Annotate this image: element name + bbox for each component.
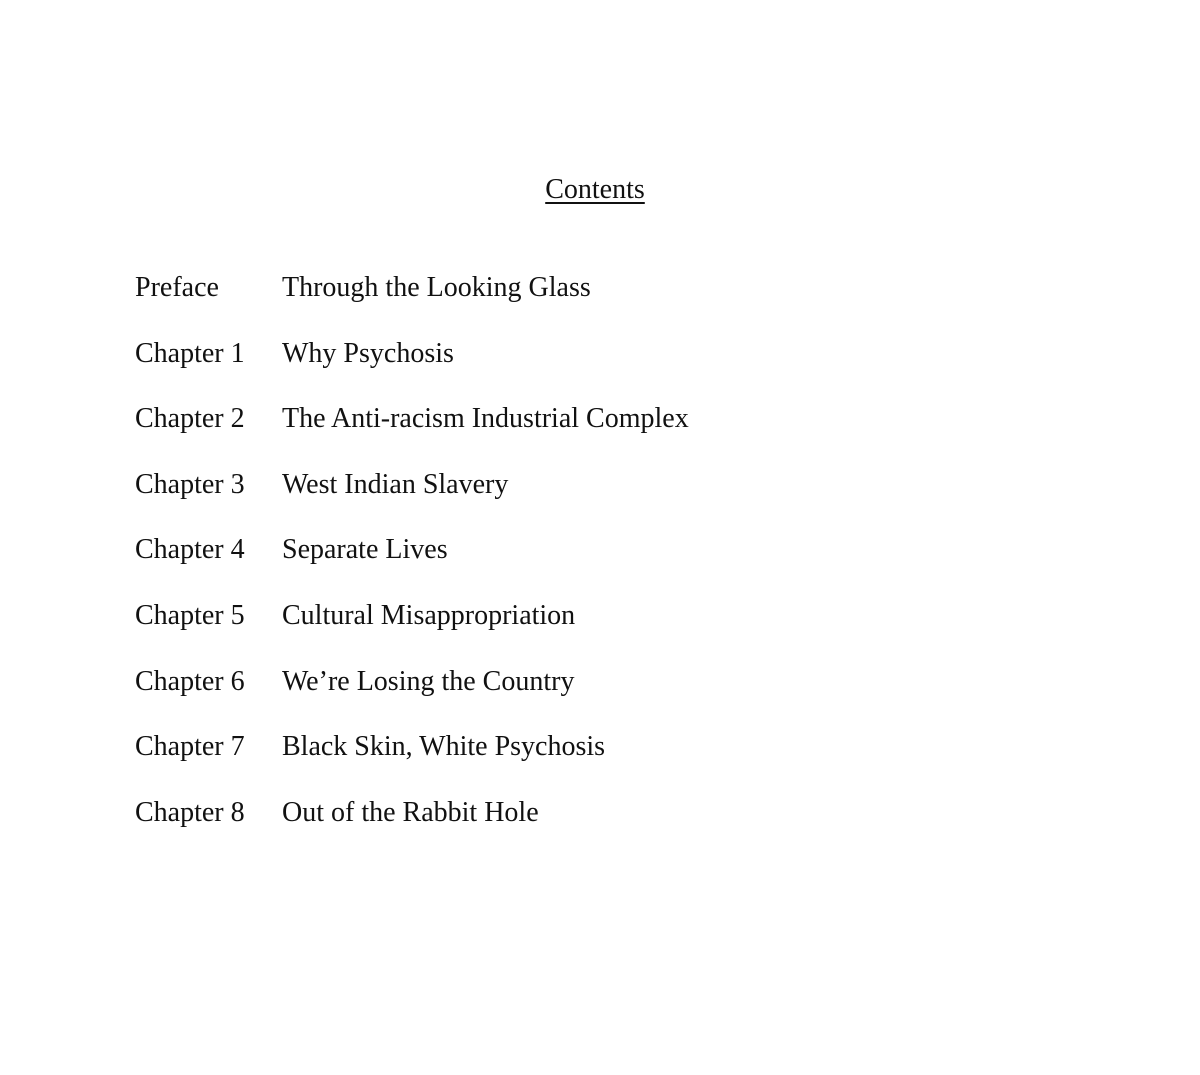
toc-entry-title: West Indian Slavery [282, 468, 509, 500]
contents-heading: Contents [545, 174, 645, 205]
toc-entry-title: Separate Lives [282, 534, 448, 566]
toc-entry-title: Black Skin, White Psychosis [282, 731, 606, 763]
toc-entry-preface [135, 268, 1035, 334]
table-of-contents [135, 268, 1035, 858]
toc-entry-label: Chapter 8 [135, 796, 245, 828]
toc-entry-label: Chapter 7 [135, 731, 245, 763]
toc-entry-label: Chapter 3 [135, 468, 245, 500]
toc-entry-title: We’re Losing the Country [282, 665, 575, 697]
toc-entry-title: Why Psychosis [282, 337, 454, 369]
toc-entry-title: Through the Looking Glass [282, 272, 591, 303]
toc-entry-label: Chapter 2 [135, 403, 245, 435]
toc-entry-title: The Anti-racism Industrial Complex [282, 403, 689, 435]
toc-entry-label: Chapter 1 [135, 337, 245, 369]
toc-entry-title: Out of the Rabbit Hole [282, 796, 539, 828]
toc-entry-chapter-3 [135, 465, 1035, 531]
toc-entry-chapter-8 [135, 793, 1035, 859]
toc-entry-chapter-4 [135, 530, 1035, 596]
toc-entry-label: Chapter 4 [135, 534, 245, 566]
toc-entry-label: Chapter 6 [135, 665, 245, 697]
toc-entry-label: Chapter 5 [135, 599, 245, 631]
toc-entry-chapter-7 [135, 727, 1035, 793]
toc-entry-chapter-2 [135, 399, 1035, 465]
toc-entry-chapter-1 [135, 334, 1035, 400]
toc-entry-label: Preface [135, 272, 219, 303]
toc-entry-chapter-5 [135, 596, 1035, 662]
toc-entry-chapter-6 [135, 662, 1035, 728]
toc-entry-title: Cultural Misappropriation [282, 599, 576, 631]
